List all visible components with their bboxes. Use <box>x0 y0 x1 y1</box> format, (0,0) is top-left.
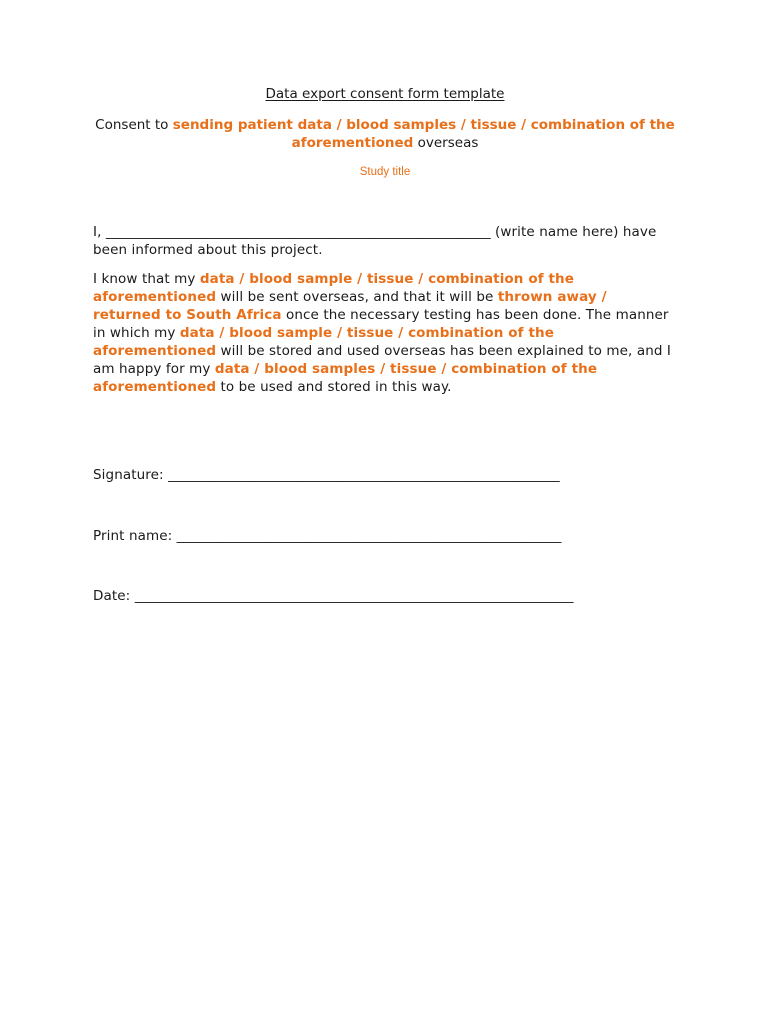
date-line <box>93 588 573 604</box>
paragraph-text-5: to be used and stored in this way. <box>216 379 452 395</box>
consent-suffix: overseas <box>413 135 479 151</box>
consent-paragraph <box>93 270 673 396</box>
date-label: Date: <box>93 588 135 604</box>
paragraph-highlight-2: thrown away / returned to South Africa <box>93 289 607 323</box>
consent-highlight: sending patient data / blood samples / tissue / combination of the aforementioned <box>172 117 675 151</box>
consent-heading <box>90 116 680 152</box>
paragraph-highlight-3: data / blood sample / tissue / combination of the aforementioned <box>93 325 554 359</box>
paragraph-text-4: will be stored and used overseas has been explained to me, and I am happy for my <box>93 343 671 377</box>
date-field[interactable]: _________________________________________________________________ <box>134 588 574 604</box>
name-statement-prefix: I, <box>93 224 106 240</box>
document-title: Data export consent form template <box>265 86 505 102</box>
study-title: Study title <box>359 166 411 178</box>
name-statement-suffix: (write name here) have been informed about this project. <box>93 224 657 258</box>
paragraph-text-3: once the necessary testing has been done. The manner in which my <box>93 307 669 341</box>
paragraph-text-2: will be sent overseas, and that it will be <box>216 289 498 305</box>
print-name-line <box>93 528 561 544</box>
signature-line <box>93 467 560 483</box>
name-blank-field[interactable]: _________________________________________________________ <box>105 224 491 240</box>
signature-field[interactable]: __________________________________________________________ <box>168 467 560 483</box>
print-name-field[interactable]: _________________________________________________________ <box>176 528 562 544</box>
consent-prefix: Consent to <box>95 117 173 133</box>
paragraph-highlight-4: data / blood samples / tissue / combination of the aforementioned <box>93 361 598 395</box>
print-name-label: Print name: <box>93 528 177 544</box>
paragraph-text-1: I know that my <box>93 271 200 287</box>
name-statement <box>93 223 683 259</box>
paragraph-highlight-1: data / blood sample / tissue / combination of the aforementioned <box>93 271 574 305</box>
signature-label: Signature: <box>93 467 169 483</box>
